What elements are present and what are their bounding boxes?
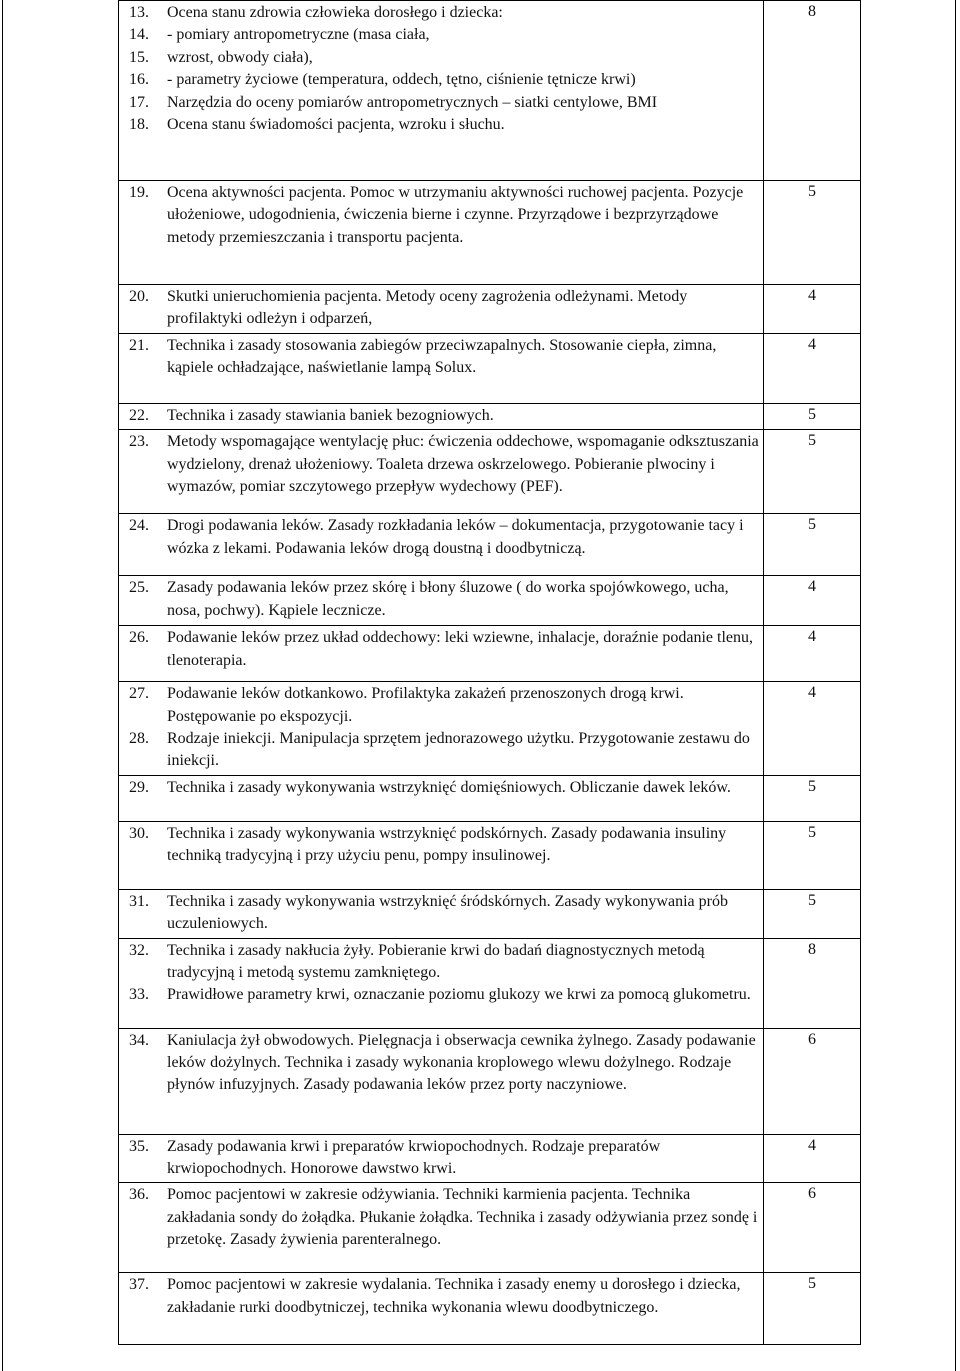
hours-cell: 5 <box>764 889 861 938</box>
topic-number: 15. <box>129 48 149 66</box>
topic-cell <box>119 1134 764 1183</box>
topic-text: Technika i zasady wykonywania wstrzyknięć podskórnych. Zasady podawania insuliny techniką tradycyjną i przy użyciu penu, pompy insulinowej. <box>167 824 727 865</box>
topic-cell <box>119 821 764 889</box>
table-row <box>119 1134 861 1183</box>
topic-text: Drogi podawania leków. Zasady rozkładania leków – dokumentacja, przygotowanie tacy i wózka z lekami. Podawania leków drogą doustną i doodbytniczą. <box>167 517 744 557</box>
topic-cell <box>119 775 764 821</box>
topic-text: Ocena stanu świadomości pacjenta, wzroku i słuchu. <box>167 116 505 134</box>
topic-text: Technika i zasady nakłucia żyły. Pobieranie krwi do badań diagnostycznych metodą tradycyjną i metodą systemu zamkniętego. <box>167 941 705 982</box>
topic-text: Technika i zasady stawiania baniek bezogniowych. <box>167 406 494 424</box>
topic-number: 21. <box>129 336 149 354</box>
topic-text: Technika i zasady wykonywania wstrzyknięć domięśniowych. Obliczanie dawek leków. <box>167 778 731 796</box>
topic-item <box>129 515 759 560</box>
topic-number: 34. <box>129 1031 149 1049</box>
topic-text: Rodzaje iniekcji. Manipulacja sprzętem jednorazowego użytku. Przygotowanie zestawu do iniekcji. <box>167 730 750 770</box>
topic-text: Ocena stanu zdrowia człowieka dorosłego i dziecka: <box>167 4 503 21</box>
hours-cell: 4 <box>764 285 861 334</box>
topic-number: 17. <box>129 93 149 111</box>
hours-cell: 6 <box>764 1028 861 1134</box>
topic-number: 29. <box>129 778 149 796</box>
topic-cell <box>119 403 764 429</box>
hours-cell: 5 <box>764 514 861 576</box>
topic-item <box>129 1184 759 1251</box>
hours-cell: 8 <box>764 938 861 1028</box>
topic-item <box>129 69 759 91</box>
hours-cell: 6 <box>764 1183 861 1273</box>
topic-item <box>129 182 759 249</box>
table-row <box>119 403 861 429</box>
table-row <box>119 181 861 285</box>
hours-cell: 5 <box>764 775 861 821</box>
topic-number: 22. <box>129 406 149 424</box>
topic-cell <box>119 181 764 285</box>
topic-number: 35. <box>129 1137 149 1155</box>
table-row <box>119 821 861 889</box>
topic-number: 28. <box>129 730 149 748</box>
topic-text: Podawanie leków przez układ oddechowy: leki wziewne, inhalacje, doraźnie podanie tlenu, tlenoterapia. <box>167 629 753 669</box>
table-row <box>119 514 861 576</box>
hours-cell: 4 <box>764 1134 861 1183</box>
table-row <box>119 626 861 682</box>
topic-text: wzrost, obwody ciała), <box>167 48 313 66</box>
hours-cell: 5 <box>764 403 861 429</box>
table-row <box>119 1 861 181</box>
topic-text: Pomoc pacjentowi w zakresie wydalania. Technika i zasady enemy u dorosłego i dziecka, zakładanie rurki doodbytniczej, technika wykonania wlewu doodbytniczego. <box>167 1276 741 1316</box>
topic-cell <box>119 938 764 1028</box>
topic-text: - pomiary antropometryczne (masa ciała, <box>167 26 430 44</box>
topic-number: 16. <box>129 71 149 89</box>
topic-item <box>129 891 759 936</box>
topic-item <box>129 2 759 24</box>
topic-item <box>129 431 759 498</box>
topic-text: Kaniulacja żył obwodowych. Pielęgnacja i obserwacja cewnika żylnego. Zasady podawanie leków dożylnych. Technika i zasady wykonania kroplowego wlewu dożylnego. Rodzaje płynów infuzyjnych. Zasady podawania leków przez porty naczyniowe. <box>167 1031 756 1094</box>
topic-item <box>129 577 759 622</box>
topic-cell <box>119 576 764 626</box>
topic-cell <box>119 1273 764 1345</box>
topic-item <box>129 940 759 985</box>
topic-number: 26. <box>129 629 149 647</box>
topic-text: Technika i zasady wykonywania wstrzyknięć śródskórnych. Zasady wykonywania prób uczuleniowych. <box>167 892 728 933</box>
table-row <box>119 430 861 514</box>
topic-item <box>129 984 759 1006</box>
table-row <box>119 285 861 334</box>
topic-number: 25. <box>129 579 149 597</box>
topic-item <box>129 728 759 773</box>
topic-number: 13. <box>129 4 149 21</box>
table-row <box>119 1183 861 1273</box>
topic-number: 37. <box>129 1276 149 1294</box>
topic-item <box>129 1136 759 1181</box>
topic-text: Podawanie leków dotkankowo. Profilaktyka zakażeń przenoszonych drogą krwi. Postępowanie po ekspozycji. <box>167 685 684 725</box>
hours-cell: 5 <box>764 1273 861 1345</box>
topic-cell <box>119 1183 764 1273</box>
topic-item <box>129 1030 759 1097</box>
topic-item <box>129 777 759 799</box>
topic-cell <box>119 285 764 334</box>
topic-number: 32. <box>129 941 149 959</box>
topic-cell <box>119 626 764 682</box>
table-row <box>119 333 861 403</box>
topic-item <box>129 627 759 672</box>
topic-text: Metody wspomagające wentylację płuc: ćwiczenia oddechowe, wspomaganie odksztuszania wydzielony, drenaż ułożeniowy. Toaleta drzewa oskrzelowego. Pobieranie plwociny i wymazów, pomiar szczytowego przepływ wydechowy (PEF). <box>167 433 759 496</box>
table-row <box>119 682 861 776</box>
table-row <box>119 775 861 821</box>
topic-item <box>129 47 759 69</box>
topic-number: 18. <box>129 116 149 134</box>
topic-number: 27. <box>129 685 149 703</box>
table-row <box>119 1028 861 1134</box>
hours-cell: 5 <box>764 821 861 889</box>
topics-table <box>118 0 861 1345</box>
topic-cell <box>119 682 764 776</box>
topic-number: 19. <box>129 184 149 201</box>
topic-cell <box>119 1 764 181</box>
hours-cell: 5 <box>764 181 861 285</box>
topic-item <box>129 823 759 868</box>
hours-cell: 4 <box>764 626 861 682</box>
topic-item <box>129 114 759 136</box>
table-row <box>119 576 861 626</box>
topic-number: 14. <box>129 26 149 44</box>
table-row <box>119 1273 861 1345</box>
topic-number: 23. <box>129 433 149 451</box>
table-row <box>119 938 861 1028</box>
table-row <box>119 889 861 938</box>
topic-item <box>129 335 759 380</box>
topic-item <box>129 1274 759 1319</box>
hours-cell: 4 <box>764 333 861 403</box>
page-left-border <box>2 0 3 1371</box>
topic-item <box>129 24 759 46</box>
topic-text: Zasady podawania leków przez skórę i błony śluzowe ( do worka spojówkowego, ucha, nosa, pochwy). Kąpiele lecznicze. <box>167 579 729 619</box>
topic-number: 36. <box>129 1186 149 1204</box>
hours-cell: 8 <box>764 1 861 181</box>
topic-cell <box>119 430 764 514</box>
hours-cell: 5 <box>764 430 861 514</box>
topic-text: Zasady podawania krwi i preparatów krwiopochodnych. Rodzaje preparatów krwiopochodnych. Honorowe dawstwo krwi. <box>167 1137 661 1178</box>
topic-text: Skutki unieruchomienia pacjenta. Metody oceny zagrożenia odleżynami. Metody profilaktyki odleżyn i odparzeń, <box>167 288 688 328</box>
topic-text: Pomoc pacjentowi w zakresie odżywiania. Techniki karmienia pacjenta. Technika zakładania sondy do żołądka. Płukanie żołądka. Technika i zasady odżywiania przez sondę i przetokę. Zasady żywienia parenteralnego. <box>167 1186 758 1249</box>
topic-item <box>129 286 759 331</box>
topic-text: - parametry życiowe (temperatura, oddech, tętno, ciśnienie tętnicze krwi) <box>167 71 636 89</box>
topic-item <box>129 405 759 427</box>
topic-number: 30. <box>129 824 149 842</box>
hours-cell: 4 <box>764 682 861 776</box>
topic-number: 20. <box>129 288 149 305</box>
topic-text: Ocena aktywności pacjenta. Pomoc w utrzymaniu aktywności ruchowej pacjenta. Pozycje ułożeniowe, udogodnienia, ćwiczenia bierne i czynne. Przyrządowe i bezprzyrządowe metody przemieszczania i transportu pacjenta. <box>167 184 744 246</box>
topic-text: Technika i zasady stosowania zabiegów przeciwzapalnych. Stosowanie ciepła, zimna, kąpiele ochładzające, naświetlanie lampą Solux. <box>167 336 717 377</box>
topic-cell <box>119 889 764 938</box>
topic-item <box>129 92 759 114</box>
topic-text: Prawidłowe parametry krwi, oznaczanie poziomu glukozy we krwi za pomocą glukometru. <box>167 986 751 1004</box>
topic-item <box>129 683 759 728</box>
topic-number: 31. <box>129 892 149 910</box>
topic-cell <box>119 333 764 403</box>
hours-cell: 4 <box>764 576 861 626</box>
topic-cell <box>119 1028 764 1134</box>
topic-number: 33. <box>129 986 149 1004</box>
page-right-border <box>955 0 956 1371</box>
topic-cell <box>119 514 764 576</box>
topic-text: Narzędzia do oceny pomiarów antropometrycznych – siatki centylowe, BMI <box>167 93 658 111</box>
topic-number: 24. <box>129 517 149 535</box>
